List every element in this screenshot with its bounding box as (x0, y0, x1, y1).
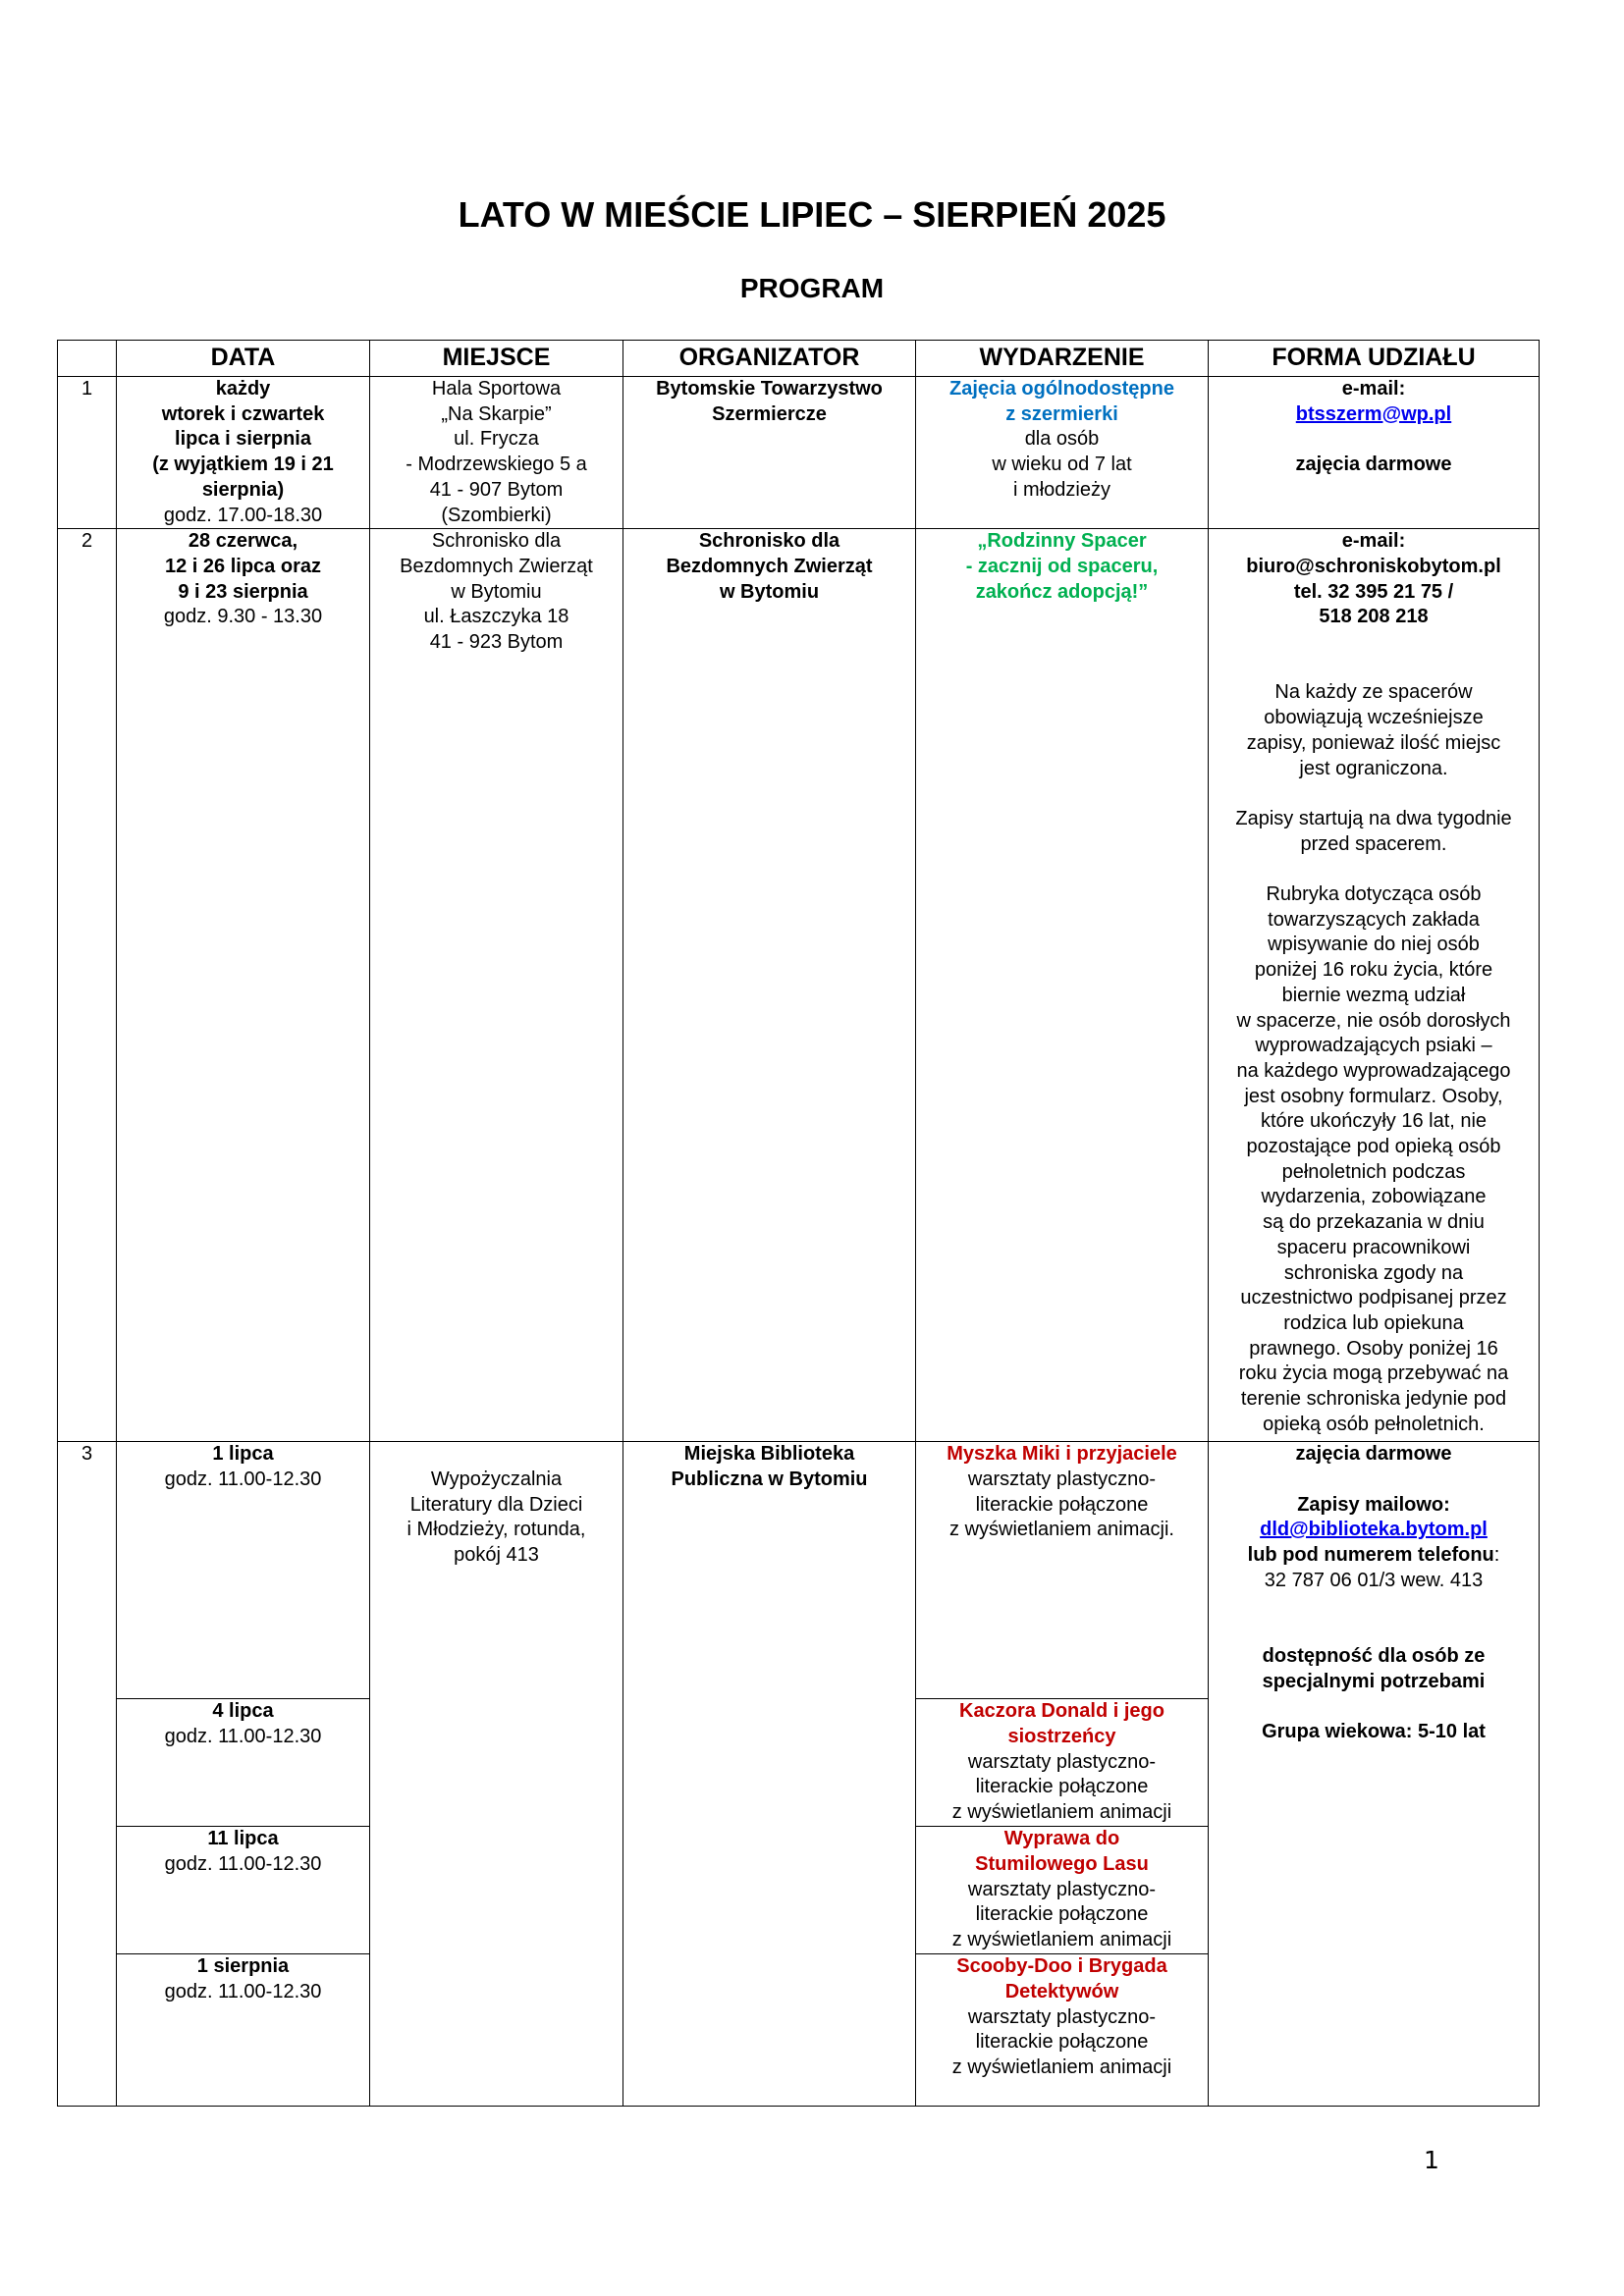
event-desc: warsztaty plastyczno- (967, 1468, 1157, 1490)
phone-label-colon: : (1493, 1544, 1500, 1567)
table-row (58, 1442, 1540, 1699)
place-line: ul. Łaszczyka 18 (423, 606, 569, 628)
event-title: z szermierki (1005, 402, 1118, 425)
place-line: Wypożyczalnia (430, 1468, 563, 1490)
time-line: godz. 9.30 - 13.30 (163, 606, 323, 628)
header-forma-udzialu: FORMA UDZIAŁU (1209, 341, 1540, 377)
info-line: spaceru pracownikowi (1276, 1236, 1471, 1258)
cell-wydarzenie (916, 529, 1209, 1442)
info-line: terenie schroniska jedynie pod (1240, 1388, 1507, 1411)
info-line: roku życia mogą przebywać na (1238, 1362, 1509, 1385)
organizer-line: Bytomskie Towarzystwo (656, 378, 883, 400)
place-line: „Na Skarpie” (441, 402, 552, 425)
time-line: godz. 17.00-18.30 (163, 504, 323, 526)
row-number: 3 (58, 1442, 117, 2107)
info-line: obowiązują wcześniejsze (1264, 707, 1484, 729)
age-group: Grupa wiekowa: 5-10 lat (1262, 1720, 1486, 1742)
event-desc: dla osób (1024, 428, 1100, 451)
contact-phone: tel. 32 395 21 75 / (1293, 580, 1454, 603)
time-line: godz. 11.00-12.30 (164, 1980, 322, 2002)
info-line: towarzyszących zakłada (1268, 908, 1480, 931)
table-row (58, 529, 1540, 1442)
table-row (58, 377, 1540, 529)
organizer-line: Publiczna w Bytomiu (671, 1468, 868, 1490)
event-title: Detektywów (1004, 1980, 1119, 2002)
date-line: 1 lipca (212, 1443, 274, 1466)
event-title: - zacznij od spaceru, (965, 555, 1159, 577)
page-number: 1 (1424, 2146, 1439, 2174)
info-line: pełnoletnich podczas (1281, 1160, 1466, 1183)
event-desc: i młodzieży (1013, 478, 1110, 501)
event-title: „Rodzinny Spacer (977, 530, 1147, 553)
event-desc: warsztaty plastyczno- (967, 2005, 1157, 2028)
header-number (58, 341, 117, 377)
event-title: siostrzeńcy (1007, 1725, 1116, 1747)
contact-line: e-mail: (1341, 530, 1406, 553)
event-title: Zajęcia ogólnodostępne (949, 378, 1174, 400)
time-line: godz. 11.00-12.30 (164, 1852, 322, 1875)
phone-number: 32 787 06 01/3 wew. 413 (1264, 1569, 1484, 1591)
free-note: zajęcia darmowe (1295, 454, 1452, 476)
info-line: jest ograniczona. (1299, 757, 1448, 779)
page-subtitle: PROGRAM (739, 273, 885, 303)
info-line: jest osobny formularz. Osoby, (1244, 1085, 1503, 1107)
cell-organizator (623, 377, 916, 529)
program-table (57, 340, 1540, 2107)
place-line: ul. Frycza (454, 428, 539, 451)
event-desc: literackie połączone (975, 1493, 1149, 1516)
cell-wydarzenie (916, 1954, 1209, 2107)
cell-data (117, 1699, 370, 1827)
organizer-line: Bezdomnych Zwierząt (666, 555, 873, 577)
event-title: Scooby-Doo i Brygada (956, 1955, 1167, 1978)
email-label: e-mail: (1341, 378, 1406, 400)
organizer-line: Szermiercze (712, 402, 827, 425)
header-data: DATA (117, 341, 370, 377)
cell-data (117, 1954, 370, 2107)
accessibility-note: specjalnymi potrzebami (1262, 1670, 1486, 1692)
contact-email[interactable]: biuro@schroniskobytom.pl (1246, 555, 1501, 577)
organizer-line: Schronisko dla (698, 530, 840, 553)
info-line: opieką osób pełnoletnich. (1263, 1413, 1485, 1435)
place-line: w Bytomiu (451, 580, 542, 603)
place-line: (Szombierki) (441, 504, 552, 526)
date-line: każdy (215, 378, 271, 400)
place-line: i Młodzieży, rotunda, (406, 1519, 586, 1541)
cell-data (117, 1442, 370, 1699)
place-line: 41 - 907 Bytom (429, 478, 564, 501)
info-line: biernie wezmą udział (1281, 984, 1466, 1006)
organizer-line: w Bytomiu (719, 580, 820, 603)
phone-label: lub pod numerem telefonu (1247, 1544, 1494, 1567)
date-line: (z wyjątkiem 19 i 21 (152, 454, 334, 476)
event-desc: warsztaty plastyczno- (967, 1750, 1157, 1773)
cell-organizator (623, 1442, 916, 2107)
header-wydarzenie: WYDARZENIE (916, 341, 1209, 377)
info-line: rodzica lub opiekuna (1283, 1311, 1464, 1334)
info-line: które ukończyły 16 lat, nie (1260, 1110, 1488, 1133)
info-line: Na każdy ze spacerów (1274, 681, 1473, 704)
place-line: - Modrzewskiego 5 a (406, 454, 587, 476)
date-line: lipca i sierpnia (175, 428, 311, 451)
date-line: sierpnia) (201, 478, 285, 501)
page-title: LATO W MIEŚCIE LIPIEC – SIERPIEŃ 2025 (458, 194, 1166, 235)
date-line: 9 i 23 sierpnia (178, 580, 308, 603)
cell-data (117, 529, 370, 1442)
info-line: Zapisy startują na dwa tygodnie (1235, 807, 1512, 829)
contact-phone: 518 208 218 (1319, 606, 1429, 628)
date-line: 1 sierpnia (196, 1955, 290, 1978)
free-note: zajęcia darmowe (1295, 1443, 1452, 1466)
event-title: Kaczora Donald i jego (959, 1700, 1164, 1723)
cell-wydarzenie (916, 1442, 1209, 1699)
time-line: godz. 11.00-12.30 (164, 1468, 322, 1490)
event-title: zakończ adopcją!” (975, 580, 1149, 603)
row-number: 2 (58, 529, 117, 1442)
event-desc: z wyświetlaniem animacji (951, 2056, 1172, 2079)
info-line: przed spacerem. (1300, 832, 1447, 855)
email-link[interactable]: dld@biblioteka.bytom.pl (1260, 1519, 1488, 1541)
cell-miejsce (370, 1442, 623, 2107)
info-line: prawnego. Osoby poniżej 16 (1249, 1337, 1498, 1360)
cell-forma (1209, 529, 1540, 1442)
event-desc: z wyświetlaniem animacji. (949, 1519, 1174, 1541)
place-line: Literatury dla Dzieci (409, 1493, 583, 1516)
header-miejsce: MIEJSCE (370, 341, 623, 377)
cell-wydarzenie (916, 1827, 1209, 1954)
place-line: Bezdomnych Zwierząt (400, 555, 593, 577)
event-desc: w wieku od 7 lat (992, 454, 1132, 476)
cell-miejsce (370, 377, 623, 529)
accessibility-note: dostępność dla osób ze (1262, 1644, 1486, 1667)
cell-wydarzenie (916, 1699, 1209, 1827)
info-line: wpisywanie do niej osób (1268, 934, 1480, 956)
info-line: są do przekazania w dniu (1263, 1211, 1485, 1234)
place-line: 41 - 923 Bytom (429, 631, 564, 654)
email-link[interactable]: btsszerm@wp.pl (1295, 402, 1452, 425)
date-line: 28 czerwca, (188, 530, 298, 553)
header-organizator: ORGANIZATOR (623, 341, 916, 377)
info-line: wydarzenia, zobowiązane (1261, 1186, 1487, 1208)
event-desc: warsztaty plastyczno- (967, 1878, 1157, 1900)
event-desc: literackie połączone (975, 1903, 1149, 1926)
table-header-row (58, 341, 1540, 377)
signup-label: Zapisy mailowo: (1297, 1493, 1450, 1516)
cell-forma (1209, 1442, 1540, 2107)
cell-data (117, 377, 370, 529)
cell-data (117, 1827, 370, 1954)
place-line: Schronisko dla (431, 530, 562, 553)
info-line: Rubryka dotycząca osób (1266, 883, 1482, 905)
date-line: 11 lipca (207, 1828, 279, 1850)
info-line: na każdego wyprowadzającego (1236, 1059, 1511, 1082)
event-desc: literackie połączone (975, 1776, 1149, 1798)
event-title: Stumilowego Lasu (975, 1852, 1149, 1875)
event-title: Wyprawa do (1003, 1828, 1120, 1850)
event-desc: z wyświetlaniem animacji (951, 1929, 1172, 1951)
row-number: 1 (58, 377, 117, 529)
cell-organizator (623, 529, 916, 1442)
cell-miejsce (370, 529, 623, 1442)
place-line: Hala Sportowa (431, 378, 562, 400)
event-desc: z wyświetlaniem animacji (951, 1801, 1172, 1824)
event-title: Myszka Miki i przyjaciele (947, 1443, 1177, 1466)
place-line: pokój 413 (454, 1544, 539, 1567)
info-line: pozostające pod opieką osób (1246, 1136, 1501, 1158)
info-line: uczestnictwo podpisanej przez (1240, 1287, 1507, 1309)
info-line: poniżej 16 roku życia, które (1254, 959, 1493, 982)
date-line: 4 lipca (212, 1700, 274, 1723)
cell-wydarzenie (916, 377, 1209, 529)
info-line: schroniska zgody na (1283, 1261, 1464, 1284)
cell-forma (1209, 377, 1540, 529)
info-line: zapisy, ponieważ ilość miejsc (1246, 731, 1501, 754)
date-line: wtorek i czwartek (161, 402, 325, 425)
date-line: 12 i 26 lipca oraz (165, 555, 321, 577)
organizer-line: Miejska Biblioteka (683, 1443, 855, 1466)
event-desc: literackie połączone (975, 2031, 1149, 2054)
time-line: godz. 11.00-12.30 (164, 1725, 322, 1747)
info-line: wyprowadzających psiaki – (1255, 1035, 1492, 1057)
info-line: w spacerze, nie osób dorosłych (1236, 1009, 1511, 1032)
